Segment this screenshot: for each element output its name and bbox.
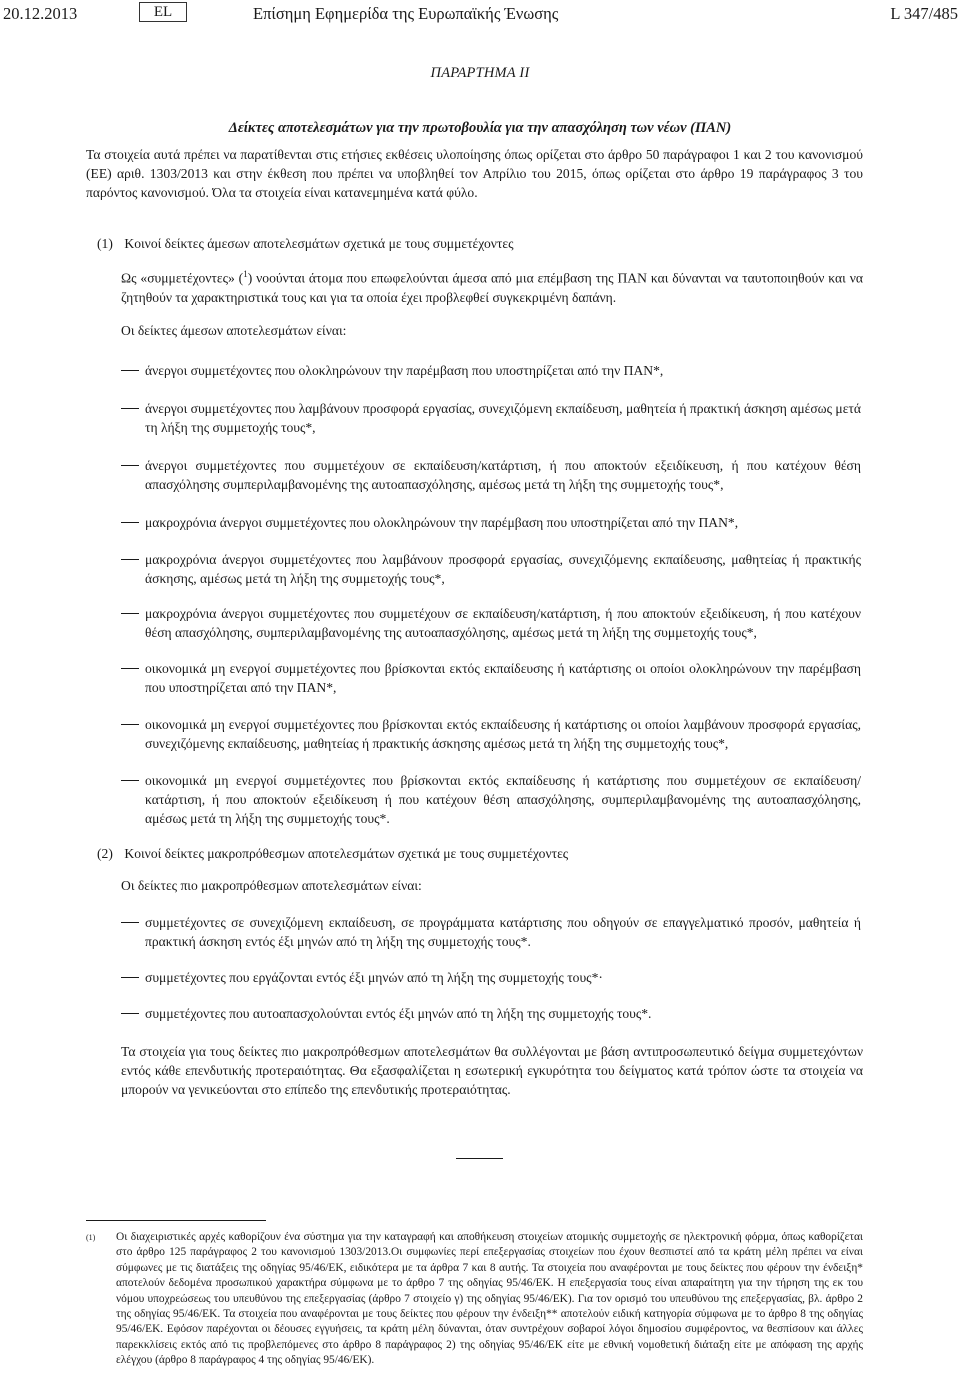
section-2-number: (2)	[97, 846, 113, 861]
list-item: άνεργοι συμμετέχοντες που συμμετέχουν σε εκπαίδευση/κατάρτιση, ή που αποκτούν εξειδίκευση, ή που κατέχουν θέση απασχόλησης συμπεριλαμβανομένης της αυτοαπασχόλησης, αμέσως μετά τη λήξη της συμμετοχής τους*,	[145, 458, 861, 492]
footnote-reference: 1	[243, 269, 248, 279]
journal-title: Επίσημη Εφημερίδα της Ευρωπαϊκής Ένωσης	[253, 4, 559, 23]
definition-text-start: Ως «συμμετέχοντες» (	[121, 270, 244, 286]
annex-heading: Δείκτες αποτελεσμάτων για την πρωτοβουλία για την απασχόληση των νέων (ΠΑΝ)	[228, 120, 732, 136]
separator-line	[456, 1158, 503, 1159]
section-1-lead: Οι δείκτες άμεσων αποτελεσμάτων είναι:	[121, 323, 347, 338]
list-item: συμμετέχοντες που εργάζονται εντός έξι μηνών από τη λήξη της συμμετοχής τους*·	[145, 970, 603, 985]
page-reference: L 347/485	[890, 4, 958, 23]
list-item: μακροχρόνια άνεργοι συμμετέχοντες που λαμβάνουν προσφορά εργασίας, συνεχιζόμενης εκπαίδευσης, μαθητείας ή πρακτικής άσκησης, αμέσως μετά τη λήξη της συμμετοχής τους*,	[145, 552, 861, 586]
definition-text-end: ) νοούνται άτομα που επωφελούνται άμεσα από μια επέμβαση της ΠΑΝ και δύνανται να ταυτοποιηθούν και να ζητηθούν τα χαρακτηριστικά τους και για τα οποία έχει προβλεφθεί συγκεκριμένη δαπάνη.	[121, 270, 863, 305]
list-item: άνεργοι συμμετέχοντες που ολοκληρώνουν την παρέμβαση που υποστηρίζεται από την ΠΑΝ*,	[145, 363, 664, 378]
section-2-heading	[97, 846, 568, 862]
header-date: 20.12.2013	[3, 4, 78, 23]
footnote	[86, 1230, 863, 1369]
section-2-lead: Οι δείκτες πιο μακροπρόθεσμων αποτελεσμάτων είναι:	[121, 878, 422, 893]
footnote-rule	[86, 1220, 266, 1221]
list-item: μακροχρόνια άνεργοι συμμετέχοντες που συμμετέχουν σε εκπαίδευση/κατάρτιση, ή που αποκτούν εξειδίκευση, ή που κατέχουν θέση απασχόλησης, συμπεριλαμβανομένης της αυτοαπασχόλησης, αμέσως μετά τη λήξη της συμμετοχής τους*,	[145, 606, 861, 640]
annex-title: ΠΑΡΑΡΤΗΜΑ II	[430, 65, 530, 81]
closing-paragraph: Τα στοιχεία για τους δείκτες πιο μακροπρόθεσμων αποτελεσμάτων θα συλλέγονται με βάση αντιπροσωπευτικό δείγμα συμμετεχόντων εντός κάθε επενδυτικής προτεραιότητας. Θα εξασφαλίζεται η εσωτερική εγκυρότητα του δείγματος κατά τρόπον ώστε τα στοιχεία να μπορούν να γενικεύονται στο επίπεδο της επενδυτικής προτεραιότητας.	[121, 1044, 863, 1097]
section-1-title: Κοινοί δείκτες άμεσων αποτελεσμάτων σχετικά με τους συμμετέχοντες	[124, 236, 514, 251]
list-item: άνεργοι συμμετέχοντες που λαμβάνουν προσφορά εργασίας, συνεχιζόμενη εκπαίδευση, μαθητεία ή πρακτική άσκηση αμέσως μετά τη λήξη της συμμετοχής τους*,	[145, 401, 861, 435]
list-item: οικονομικά μη ενεργοί συμμετέχοντες που βρίσκονται εκτός εκπαίδευσης ή κατάρτισης οι οποίοι ολοκληρώνουν την παρέμβαση που υποστηρίζεται από την ΠΑΝ*,	[145, 661, 861, 695]
footnote-mark: (1)	[86, 1233, 96, 1242]
language-badge: EL	[139, 2, 187, 22]
participants-definition	[121, 265, 863, 307]
intro-paragraph: Τα στοιχεία αυτά πρέπει να παρατίθενται στις ετήσιες εκθέσεις υλοποίησης όπως ορίζεται στο άρθρο 50 παράγραφοι 1 και 2 του κανονισμού (ΕΕ) αριθ. 1303/2013 και στην έκθεση που πρέπει να υποβληθεί τον Απρίλιο του 2015, όπως ορίζεται στο άρθρο 19 παράγραφος 3 του παρόντος κανονισμού. Όλα τα στοιχεία είναι κατανεμημένα κατά φύλο.	[86, 147, 863, 200]
page-header	[0, 0, 960, 30]
list-item: οικονομικά μη ενεργοί συμμετέχοντες που βρίσκονται εκτός εκπαίδευσης ή κατάρτισης που συμμετέχουν σε εκπαίδευση/κατάρτιση, ή που αποκτούν εξειδίκευση ή που κατέχουν θέση απασχόλησης, συμπεριλαμβανομένης της αυτοαπασχόλησης, αμέσως μετά τη λήξη της συμμετοχής τους*.	[145, 773, 861, 826]
section-1-heading	[97, 236, 514, 252]
list-item: συμμετέχοντες που αυτοαπασχολούνται εντός έξι μηνών από τη λήξη της συμμετοχής τους*.	[145, 1006, 652, 1021]
section-2-title: Κοινοί δείκτες μακροπρόθεσμων αποτελεσμάτων σχετικά με τους συμμετέχοντες	[124, 846, 569, 861]
section-1-number: (1)	[97, 236, 113, 251]
list-item: οικονομικά μη ενεργοί συμμετέχοντες που βρίσκονται εκτός εκπαίδευσης ή κατάρτισης οι οποίοι λαμβάνουν προσφορά εργασίας, συνεχιζόμενης εκπαίδευσης, μαθητείας ή πρακτικής άσκησης αμέσως μετά τη λήξη της συμμετοχής τους*,	[145, 717, 861, 751]
footnote-text: Οι διαχειριστικές αρχές καθορίζουν ένα σύστημα για την καταγραφή και αποθήκευση στοιχείων ατομικής συμμετοχής σε ηλεκτρονική φόρμα, όπως καθορίζεται στο άρθρο 125 παράγραφος 2 του κανονισμού 1303/2013.Οι συμφωνίες περί επεξεργασίας στοιχείων που έχουν θεσπιστεί από τα κράτη μέλη πρέπει να είναι σύμφωνες με τις διατάξεις της οδηγίας 95/46/ΕΚ, ειδικότερα με τα άρθρα 7 και 8 αυτής. Τα στοιχεία που αναφέρονται με τους δείκτες που φέρουν την ένδειξη* αποτελούν δεδομένα προσωπικού χαρακτήρα σύμφωνα με το άρθρο 7 της οδηγίας 95/46/ΕΚ. Η επεξεργασία τους είναι απαραίτητη για την τήρηση της εκ του νόμου υποχρεώσεως του υπευθύνου της επεξεργασίας (άρθρο 7 στοιχείο γ) της οδηγίας 95/46/ΕΚ). Για τον ορισμό του υπευθύνου της επεξεργασίας, βλ. άρθρο 2 της οδηγίας 95/46/ΕΚ. Τα στοιχεία που αναφέρονται με τους δείκτες που φέρουν την ένδειξη** αποτελούν ειδική κατηγορία σύμφωνα με το άρθρο 8 της οδηγίας 95/46/ΕΚ. Εφόσον παρέχονται οι δέουσες εγγυήσεις, τα κράτη μέλη δύνανται, όταν συντρέχουν σοβαροί λόγοι δημοσίου συμφέροντος, να θεσπίσουν και άλλες παρεκκλίσεις εκτός από τις προβλεπόμενες στο άρθρο 8 παράγραφος 2) της οδηγίας 95/46/ΕΚ είτε με εθνική νομοθετική διάταξη είτε με απόφαση της αρχής ελέγχου (άρθρο 8 παράγραφος 4 της οδηγίας 95/46/ΕΚ).	[116, 1231, 863, 1367]
list-item: μακροχρόνια άνεργοι συμμετέχοντες που ολοκληρώνουν την παρέμβαση που υποστηρίζεται από την ΠΑΝ*,	[145, 515, 739, 530]
list-item: συμμετέχοντες σε συνεχιζόμενη εκπαίδευση, σε προγράμματα κατάρτισης που οδηγούν σε επαγγελματικό προσόν, μαθητεία ή πρακτική άσκηση εντός έξι μηνών από τη λήξη της συμμετοχής τους*.	[145, 915, 861, 949]
